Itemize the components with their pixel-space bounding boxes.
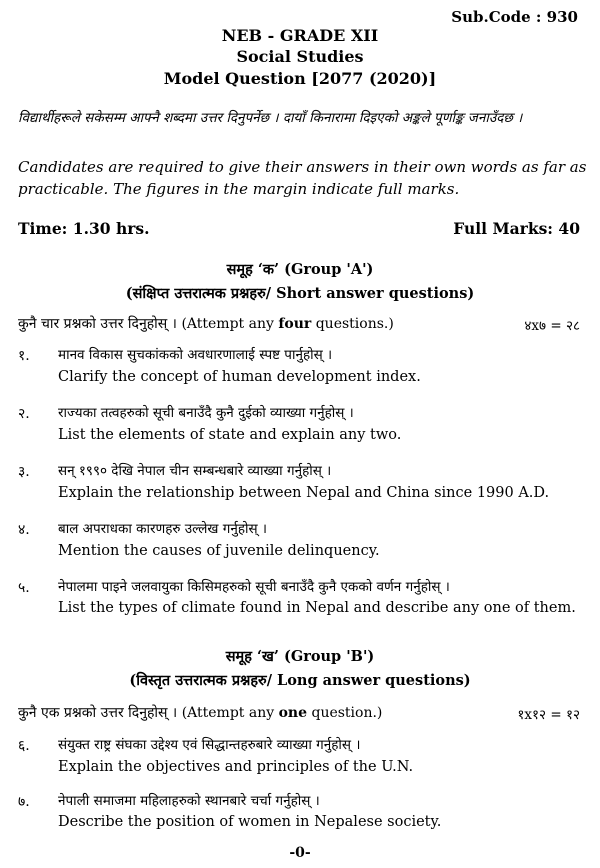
question-nepali: संयुक्त राष्ट्र संघका उद्देश्य एवं सिद्धान्तहरुबारे व्याख्या गर्नुहोस् । xyxy=(58,737,361,753)
question-nepali: नेपालमा पाइने जलवायुका किसिमहरुको सूची बनाउँदै कुनै एकको वर्णन गर्नुहोस् । xyxy=(58,579,450,595)
question-english: Mention the causes of juvenile delinquency. xyxy=(58,543,380,559)
group-b-title: समूह ‘ख’ (Group 'B') xyxy=(225,648,375,665)
question-number: ४. xyxy=(18,522,30,538)
question-nepali: नेपाली समाजमा महिलाहरुको स्थानबारे चर्चा गर्नुहोस् । xyxy=(58,793,320,809)
question-number: ६. xyxy=(18,738,30,754)
group-b-instruction: कुनै एक प्रश्नको उत्तर दिनुहोस् । (Attempt any one question.) xyxy=(18,705,383,721)
group-b-marks: १x१२ = १२ xyxy=(517,707,580,723)
group-a-subtitle: (संक्षिप्त उत्तरात्मक प्रश्नहरु/ Short answer questions) xyxy=(125,285,475,302)
instructions-nepali: विद्यार्थीहरूले सकेसम्म आफ्नै शब्दमा उत्तर दिनुपर्नेछ । दायाँ किनारामा दिइएको अङ्कले पूर्णाङ्क जनाउँदछ । xyxy=(18,110,523,126)
group-a-marks: ४x७ = २८ xyxy=(524,318,580,334)
question-nepali: बाल अपराधका कारणहरु उल्लेख गर्नुहोस् । xyxy=(58,521,268,537)
question-number: १. xyxy=(18,348,30,364)
group-a-title: समूह ‘क’ (Group 'A') xyxy=(226,261,374,278)
question-number: ३. xyxy=(18,464,30,480)
question-nepali: सन् १९९० देखि नेपाल चीन सम्बन्धबारे व्याख्या गर्नुहोस् । xyxy=(58,463,332,479)
question-number: ७. xyxy=(18,794,30,810)
question-english: Explain the relationship between Nepal and China since 1990 A.D. xyxy=(58,485,550,501)
question-english: Clarify the concept of human development index. xyxy=(58,369,421,385)
group-a-instruction: कुनै चार प्रश्नको उत्तर दिनुहोस् । (Attempt any four questions.) xyxy=(18,316,394,332)
question-nepali: मानव विकास सुचकांकको अवधारणालाई स्पष्ट पार्नुहोस् । xyxy=(58,347,333,363)
question-english: List the elements of state and explain any two. xyxy=(58,427,402,443)
question-english: Explain the objectives and principles of the U.N. xyxy=(58,759,414,775)
model-question-title: Model Question [2077 (2020)] xyxy=(163,69,437,88)
full-marks: Full Marks: 40 xyxy=(453,219,580,238)
group-b-subtitle: (विस्तृत उत्तरात्मक प्रश्नहरु/ Long answer questions) xyxy=(129,672,471,689)
question-nepali: राज्यका तत्वहरुको सूची बनाउँदै कुनै दुईको व्याख्या गर्नुहोस् । xyxy=(58,405,354,421)
question-english: List the types of climate found in Nepal and describe any one of them. xyxy=(58,600,576,616)
subject-code: Sub.Code : 930 xyxy=(451,8,578,26)
page-number: -0- xyxy=(289,845,311,861)
time-allowed: Time: 1.30 hrs. xyxy=(18,219,150,238)
instructions-english: Candidates are required to give their answers in their own words as far as practicable. The figures in the margin indicate full marks. xyxy=(18,158,587,198)
question-english: Describe the position of women in Nepalese society. xyxy=(58,814,442,830)
question-number: २. xyxy=(18,406,30,422)
board-grade: NEB - GRADE XII xyxy=(221,26,379,45)
question-number: ५. xyxy=(18,580,30,596)
subject-title: Social Studies xyxy=(236,47,364,66)
